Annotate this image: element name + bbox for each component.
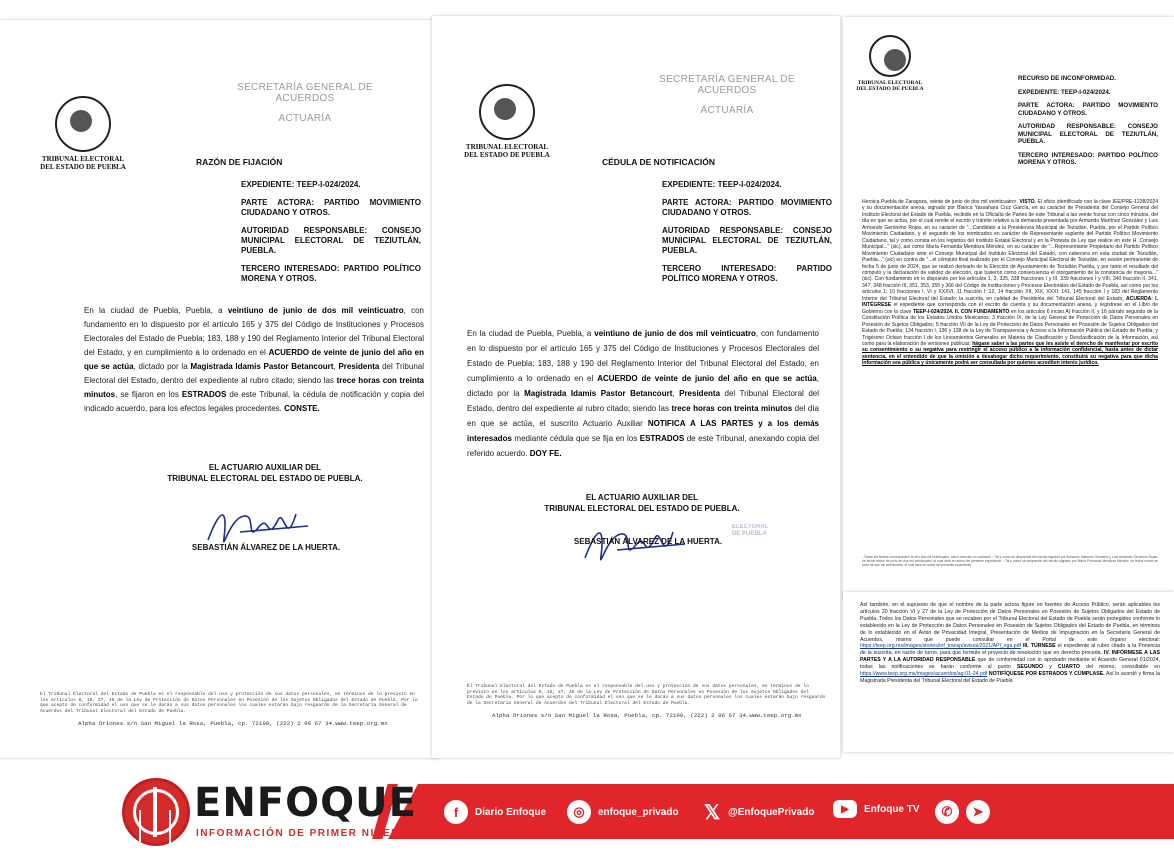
- document-page-cedula-de-notificacion: [432, 16, 840, 758]
- youtube-handle: Enfoque TV: [864, 803, 920, 815]
- sign-line-2: TRIBUNAL ELECTORAL DEL ESTADO DE PUEBLA.: [544, 504, 740, 513]
- body-paragraph: En la ciudad de Puebla, Puebla, a veintiuno de junio de dos mil veinticuatro, con fundamento en lo dispuesto por el artículo 165 y 375 del Código de Instituciones y Procesos Electorales del Estado de Puebla; 183, 188 y 190 del Reglamento Interior del Tribunal Electoral del Estado, en cumplimiento a lo ordenado en el ACUERDO de veinte de junio del año en que se actúa, dictado por la Magistrada Idamis Pastor Betancourt, Presidenta del Tribunal Electoral del Estado, dentro del expediente al rubro citado; siendo las trece horas con treinta minutos del día en que se actúa, el suscrito Actuario Auxiliar NOTIFICA A LAS PARTES y a los demás interesados mediante cédula que se fija en los ESTRADOS de este Tribunal, anexando copia del referido acuerdo. DOY FE.: [467, 329, 820, 458]
- header-secretaria: SECRETARÍA GENERAL DE ACUERDOS: [237, 82, 373, 104]
- header-actuaria: ACTUARÍA: [700, 105, 754, 116]
- social-youtube[interactable]: [833, 800, 920, 818]
- parte-actora: PARTE ACTORA: PARTIDO MOVIMIENTO CIUDADANO Y OTROS.: [241, 198, 421, 217]
- autoridad-responsable: AUTORIDAD RESPONSABLE: CONSEJO MUNICIPAL ELECTORAL DE TEZIUTLÁN, PUEBLA.: [662, 226, 832, 255]
- privacy-footnote: El Tribunal Electoral del Estado de Puebla es el responsable del uso y protección de sus datos personales, en términos de lo previsto en los artículos 6, 16, 27, 45 de la Ley de Protección de Datos Personales en Posesión de los Sujetos Obligados del Estado de Puebla. Por lo que acepto de conformidad el uso que se le darán a sus datos personales los cuales estarán bajo resguardo de la Secretaría General de Acuerdos del Tribunal Electoral del Estado de Puebla.: [40, 692, 418, 714]
- crest-line-2: DEL ESTADO DE PUEBLA: [40, 163, 126, 171]
- body-paragraph: En la ciudad de Puebla, Puebla, a veintiuno de junio de dos mil veinticuatro, con fundamento en lo dispuesto por el artículo 165 y 375 del Código de Instituciones y Procesos Electorales del Estado de Puebla; 183, 188 y 190 del Reglamento Interior del Tribunal Electoral del Estado, y en cumplimiento a lo ordenado en el ACUERDO de veinte de junio del año en que se actúa, dictado por la Magistrada Idamis Pastor Betancourt, Presidenta del Tribunal Electoral del Estado, dentro del expediente al rubro citado; siendo las trece horas con treinta minutos, se fijaron en los ESTRADOS de este Tribunal, la cédula de notificación y copia del indicado acuerdo, para los efectos legales procedentes. CONSTE.: [84, 306, 425, 413]
- facebook-handle: Diario Enfoque: [475, 806, 547, 818]
- instagram-icon: ◎: [567, 800, 591, 824]
- tribunal-address: Alpha Oriones s/n San Miguel la Rosa, Puebla, cp. 72190, (222) 2 96 67 34.www.teep.org.mx: [492, 712, 802, 719]
- mexico-seal-icon: [869, 35, 911, 77]
- sign-line-2: TRIBUNAL ELECTORAL DEL ESTADO DE PUEBLA.: [167, 474, 363, 483]
- page-header: [210, 82, 400, 124]
- social-x[interactable]: [700, 800, 814, 824]
- tribunal-crest: [28, 96, 138, 171]
- tercero-interesado: TERCERO INTERESADO: PARTIDO POLÍTICO MORENA Y OTROS.: [1018, 151, 1158, 166]
- tercero-interesado: TERCERO INTERESADO: PARTIDO POLÍTICO MORENA Y OTROS.: [241, 264, 421, 283]
- document-page-acuerdo-continuation: [843, 592, 1174, 752]
- case-metadata: [662, 180, 832, 292]
- expediente: EXPEDIENTE: TEEP-I-024/2024.: [241, 180, 361, 189]
- tribunal-address: Alpha Oriones s/n San Miguel la Rosa, Puebla, cp. 72190, (222) 2 96 67 34.www.teep.org.mx: [78, 720, 388, 727]
- expediente: EXPEDIENTE: TEEP-I-024/2024.: [1018, 88, 1111, 96]
- crest-line-1: TRIBUNAL ELECTORAL: [857, 80, 923, 86]
- tribunal-crest: [452, 84, 562, 159]
- acuerdo-footnotes: ¹ Todas las fechas corresponden al año dos mil veinticuatro, salvo mención en contrario. ² Tal y como se desprende del escrito signado por Armando Martínez González y Luis Armando Gerónimo Rojas, de fecha nueve de junio de dos mil veinticuatro, el cual obra en autos del presente expediente. ³ Tal y como se desprende del escrito signado por María Fernanda Mendoza Méndez, de fecha nueve de junio de dos mil veinticuatro, el cual obra en autos del presente expediente.: [862, 555, 1158, 568]
- crest-line-1: TRIBUNAL ELECTORAL: [41, 155, 125, 163]
- social-instagram[interactable]: [567, 800, 679, 824]
- recurso: RECURSO DE INCONFORMIDAD.: [1018, 75, 1116, 82]
- acuerdo-continuation-body: Así también, en el supuesto de que el nombre de la parte actora figure en fuentes de Acceso Público, serán aplicables los artículos 20 fracción VI y 27 de la Ley de Protección de Datos Personales en Posesión de Sujetos Obligados del Estado de Puebla. Todos los Datos Personales que se recaben por el Tribunal Electoral del Estado de Puebla serán protegidos conforme lo establecido en la Ley de Protección de Datos Personales en Posesión de Sujetos Obligados del Estado de Puebla, en términos de lo establecido en el Aviso de Privacidad Integral, Presentación de Medios de Impugnación en la Secretaría General de Acuerdos, mismo que puede consultar en el Portal de este órgano electoral: https://teep.org.mx/images/stories/inf_transp/avisos/2021/API_sga.pdf III. TÚRNESE el expediente al rubro citado a la Ponencia de la suscrita, en razón de turno, para que formule el proyecto de resolución que en derecho proceda. IV. INFÓRMESE A LAS PARTES Y A LA AUTORIDAD RESPONSABLE que de conformidad con lo aprobado mediante el Acuerdo General 01/2024, todas las notificaciones se harán conforme al punto SEGUNDO y CUARTO del mismo, consultable en https://www.teep.org.mx/images/acuerdos/ag-01-24.pdf NOTIFÍQUESE POR ESTRADOS Y CÚMPLASE. Así lo acordó y firma la Magistrada Presidenta del Tribunal Electoral del Estado de Puebla: [860, 602, 1160, 684]
- parte-actora: PARTE ACTORA: PARTIDO MOVIMIENTO CIUDADANO Y OTROS.: [662, 198, 832, 217]
- expediente: EXPEDIENTE: TEEP-I-024/2024.: [662, 180, 782, 189]
- x-handle: @EnfoquePrivado: [728, 806, 815, 818]
- doc-title: CÉDULA DE NOTIFICACIÓN: [602, 157, 716, 167]
- x-icon: 𝕏: [703, 801, 721, 824]
- signature-block: [150, 462, 380, 484]
- facebook-icon: f: [444, 800, 468, 824]
- acuerdo-general-link[interactable]: https://www.teep.org.mx/images/acuerdos/ag-01-24.pdf: [860, 671, 988, 678]
- header-secretaria: SECRETARÍA GENERAL DE ACUERDOS: [659, 74, 795, 96]
- enfoque-banner: [0, 762, 1174, 863]
- tercero-interesado: TERCERO INTERESADO: PARTIDO POLÍTICO MORENA Y OTROS.: [662, 264, 832, 283]
- document-page-acuerdo: [843, 17, 1174, 600]
- case-metadata: [1018, 75, 1158, 173]
- instagram-handle: enfoque_privado: [598, 806, 679, 818]
- privacy-footnote: El Tribunal Electoral del Estado de Puebla es el responsable del uso y protección de sus datos personales, en términos de lo previsto en los artículos 6, 16, 27, 45 de la Ley de Protección de Datos Personales en Posesión de los Sujetos Obligados del Estado de Puebla. Por lo que acepto de conformidad el uso que se le darán a sus datos personales los cuales estarán bajo resguardo de la Secretaría General de Acuerdos del Tribunal Electoral del Estado de Puebla.: [467, 684, 826, 706]
- mexico-seal-icon: [55, 96, 111, 152]
- parte-actora: PARTE ACTORA: PARTIDO MOVIMIENTO CIUDADANO Y OTROS.: [1018, 102, 1158, 117]
- official-stamp: ELECTORAL DE PUEBLA: [732, 524, 769, 537]
- document-page-razon-de-fijacion: [0, 20, 438, 758]
- signer-name: SEBASTIÁN ÁLVAREZ DE LA HUERTA.: [573, 537, 723, 546]
- crest-line-2: DEL ESTADO DE PUEBLA: [856, 86, 924, 92]
- autoridad-responsable: AUTORIDAD RESPONSABLE: CONSEJO MUNICIPAL ELECTORAL DE TEZIUTLÁN, PUEBLA.: [1018, 123, 1158, 145]
- tribunal-crest: [845, 35, 935, 92]
- autoridad-responsable: AUTORIDAD RESPONSABLE: CONSEJO MUNICIPAL ELECTORAL DE TEZIUTLÁN, PUEBLA.: [241, 226, 421, 255]
- social-facebook[interactable]: [444, 800, 546, 824]
- sign-line-1: EL ACTUARIO AUXILIAR DEL: [585, 493, 699, 502]
- doc-title: RAZÓN DE FIJACIÓN: [196, 157, 283, 167]
- whatsapp-icon: ✆: [935, 800, 959, 824]
- youtube-icon: ▶: [833, 800, 857, 818]
- case-metadata: [241, 180, 421, 292]
- mexico-seal-icon: [479, 84, 535, 140]
- privacy-notice-link[interactable]: https://teep.org.mx/images/stories/inf_transp/avisos/2021/API_sga.pdf: [860, 643, 1021, 650]
- page-header: [632, 74, 822, 116]
- social-messaging[interactable]: [935, 800, 997, 824]
- header-actuaria: ACTUARÍA: [278, 113, 332, 124]
- acuerdo-body: Heroica Puebla de Zaragoza, veinte de junio de dos mil veinticuatro¹. VISTO. El oficio identificado con la clave IEE/PRE-1238/2024 y su documentación anexa, signado por Blanca Yassahara Cruz García, en su carácter de Presidenta del Consejo General del Instituto Electoral del Estado de Puebla, recibido en la Oficialía de Partes de este Tribunal a las veinte horas con cinco minutos, del día en que se actúa, por el cual remite el escrito y trámite relativo a la demanda presentada por Armando Martínez González y Luis Armando Gerónimo Rojas, en su carácter de "...Candidato a la Presidencia Municipal de Teziutlán, Puebla, por el Partido Político Movimiento Ciudadano, y el segundo de los nombrados en carácter de Representante suplente del Partido Político Movimiento Ciudadano, tal y como consta en los registros del Instituto Estatal Electoral y en la Protesta de Ley que realice en este H. Consejo Municipal..." (sic), así como María Fernanda Mendoza Méndez, en su carácter de "...Representante Propietario del Partido Político Movimiento Ciudadano ante el Consejo Municipal del Instituto Electoral del Estado, con cabecera en esta ciudad de Teziutlán, Puebla..." (sic) en contra de "...el cómputo final realizado por el Consejo Municipal Electoral de Teziutlán, en sesión permanente de fecha 5 de junio de 2024, que se realizó derivado de la Elección de Ayuntamiento de Teziutlán Puebla, y por tanto el resultado del cómputo y la declaración de validez de elección, que tuvieron como consecuencia el otorgamiento de la constancia de mayoría..." (sic). Con fundamento en lo dispuesto por los artículos 1, 3, 325, 338 fracciones I y III, 339 fracciones I y VIII, 340 fracción II, 341, 347, 348 fracción III, 351, 353, 355 y 366 del Código de Instituciones y Procesos Electorales del Estado de Puebla, así como por los artículos 1; 10 fracciones I, VI y XXXVI, 11 fracción I; 12, 14 fracción XII, XIX, XXXI; 141, 145 fracción I y 183 del Reglamento Interior del Tribunal Electoral del Estado; la suscrita, en calidad de Presidenta del Tribunal Electoral del Estado, ACUERDA: I. INTÉGRESE el expediente que corresponda con el escrito de cuenta y su documentación anexa, y regístrese en el Libro de Gobierno con la clave TEEP-I-024/2024. II. CON FUNDAMENTO en los artículos 6 inciso A) fracción II, y 16 párrafo segundo de la Constitución Política de los Estados Unidos Mexicanos; 3 fracción IX, de la Ley General de Protección de Datos Personales en Posesión de Sujetos Obligados; 5 fracción VII de la Ley de Protección de Datos Personales en Posesión de Sujetos Obligados del Estado de Puebla; 134 fracción I, 136 y 138 de la Ley de Transparencia y Acceso a la Información Pública del Estado de Puebla; y Trigésimo Octavo fracción I de los Lineamientos Generales en Materia de Clasificación y Desclasificación de la Información, así como para la elaboración de versiones públicas; hágase saber a las partes que les asiste el derecho de manifestar por escrito su consentimiento o su negativa para restringir el acceso público a la información confidencial, hasta antes de dictar sentencia, en el entendido de que la omisión a desahogar dicho requerimiento, constituirá su negativa para que dicha información sea pública y únicamente podrá ser consultada por quienes acrediten interés jurídico.: [862, 199, 1158, 367]
- signer-name: SEBASTIÁN ÁLVAREZ DE LA HUERTA.: [191, 543, 341, 552]
- signature-block: [527, 492, 757, 514]
- brand-tagline: INFORMACIÓN DE PRIMER NIVEL: [196, 828, 399, 839]
- sign-line-1: EL ACTUARIO AUXILIAR DEL: [208, 463, 322, 472]
- brand-name: ENFOQUE: [194, 780, 417, 826]
- telegram-icon: ➤: [966, 800, 990, 824]
- crest-line-1: TRIBUNAL ELECTORAL: [465, 143, 549, 151]
- crest-line-2: DEL ESTADO DE PUEBLA: [464, 151, 550, 159]
- globe-logo-icon: [122, 778, 190, 846]
